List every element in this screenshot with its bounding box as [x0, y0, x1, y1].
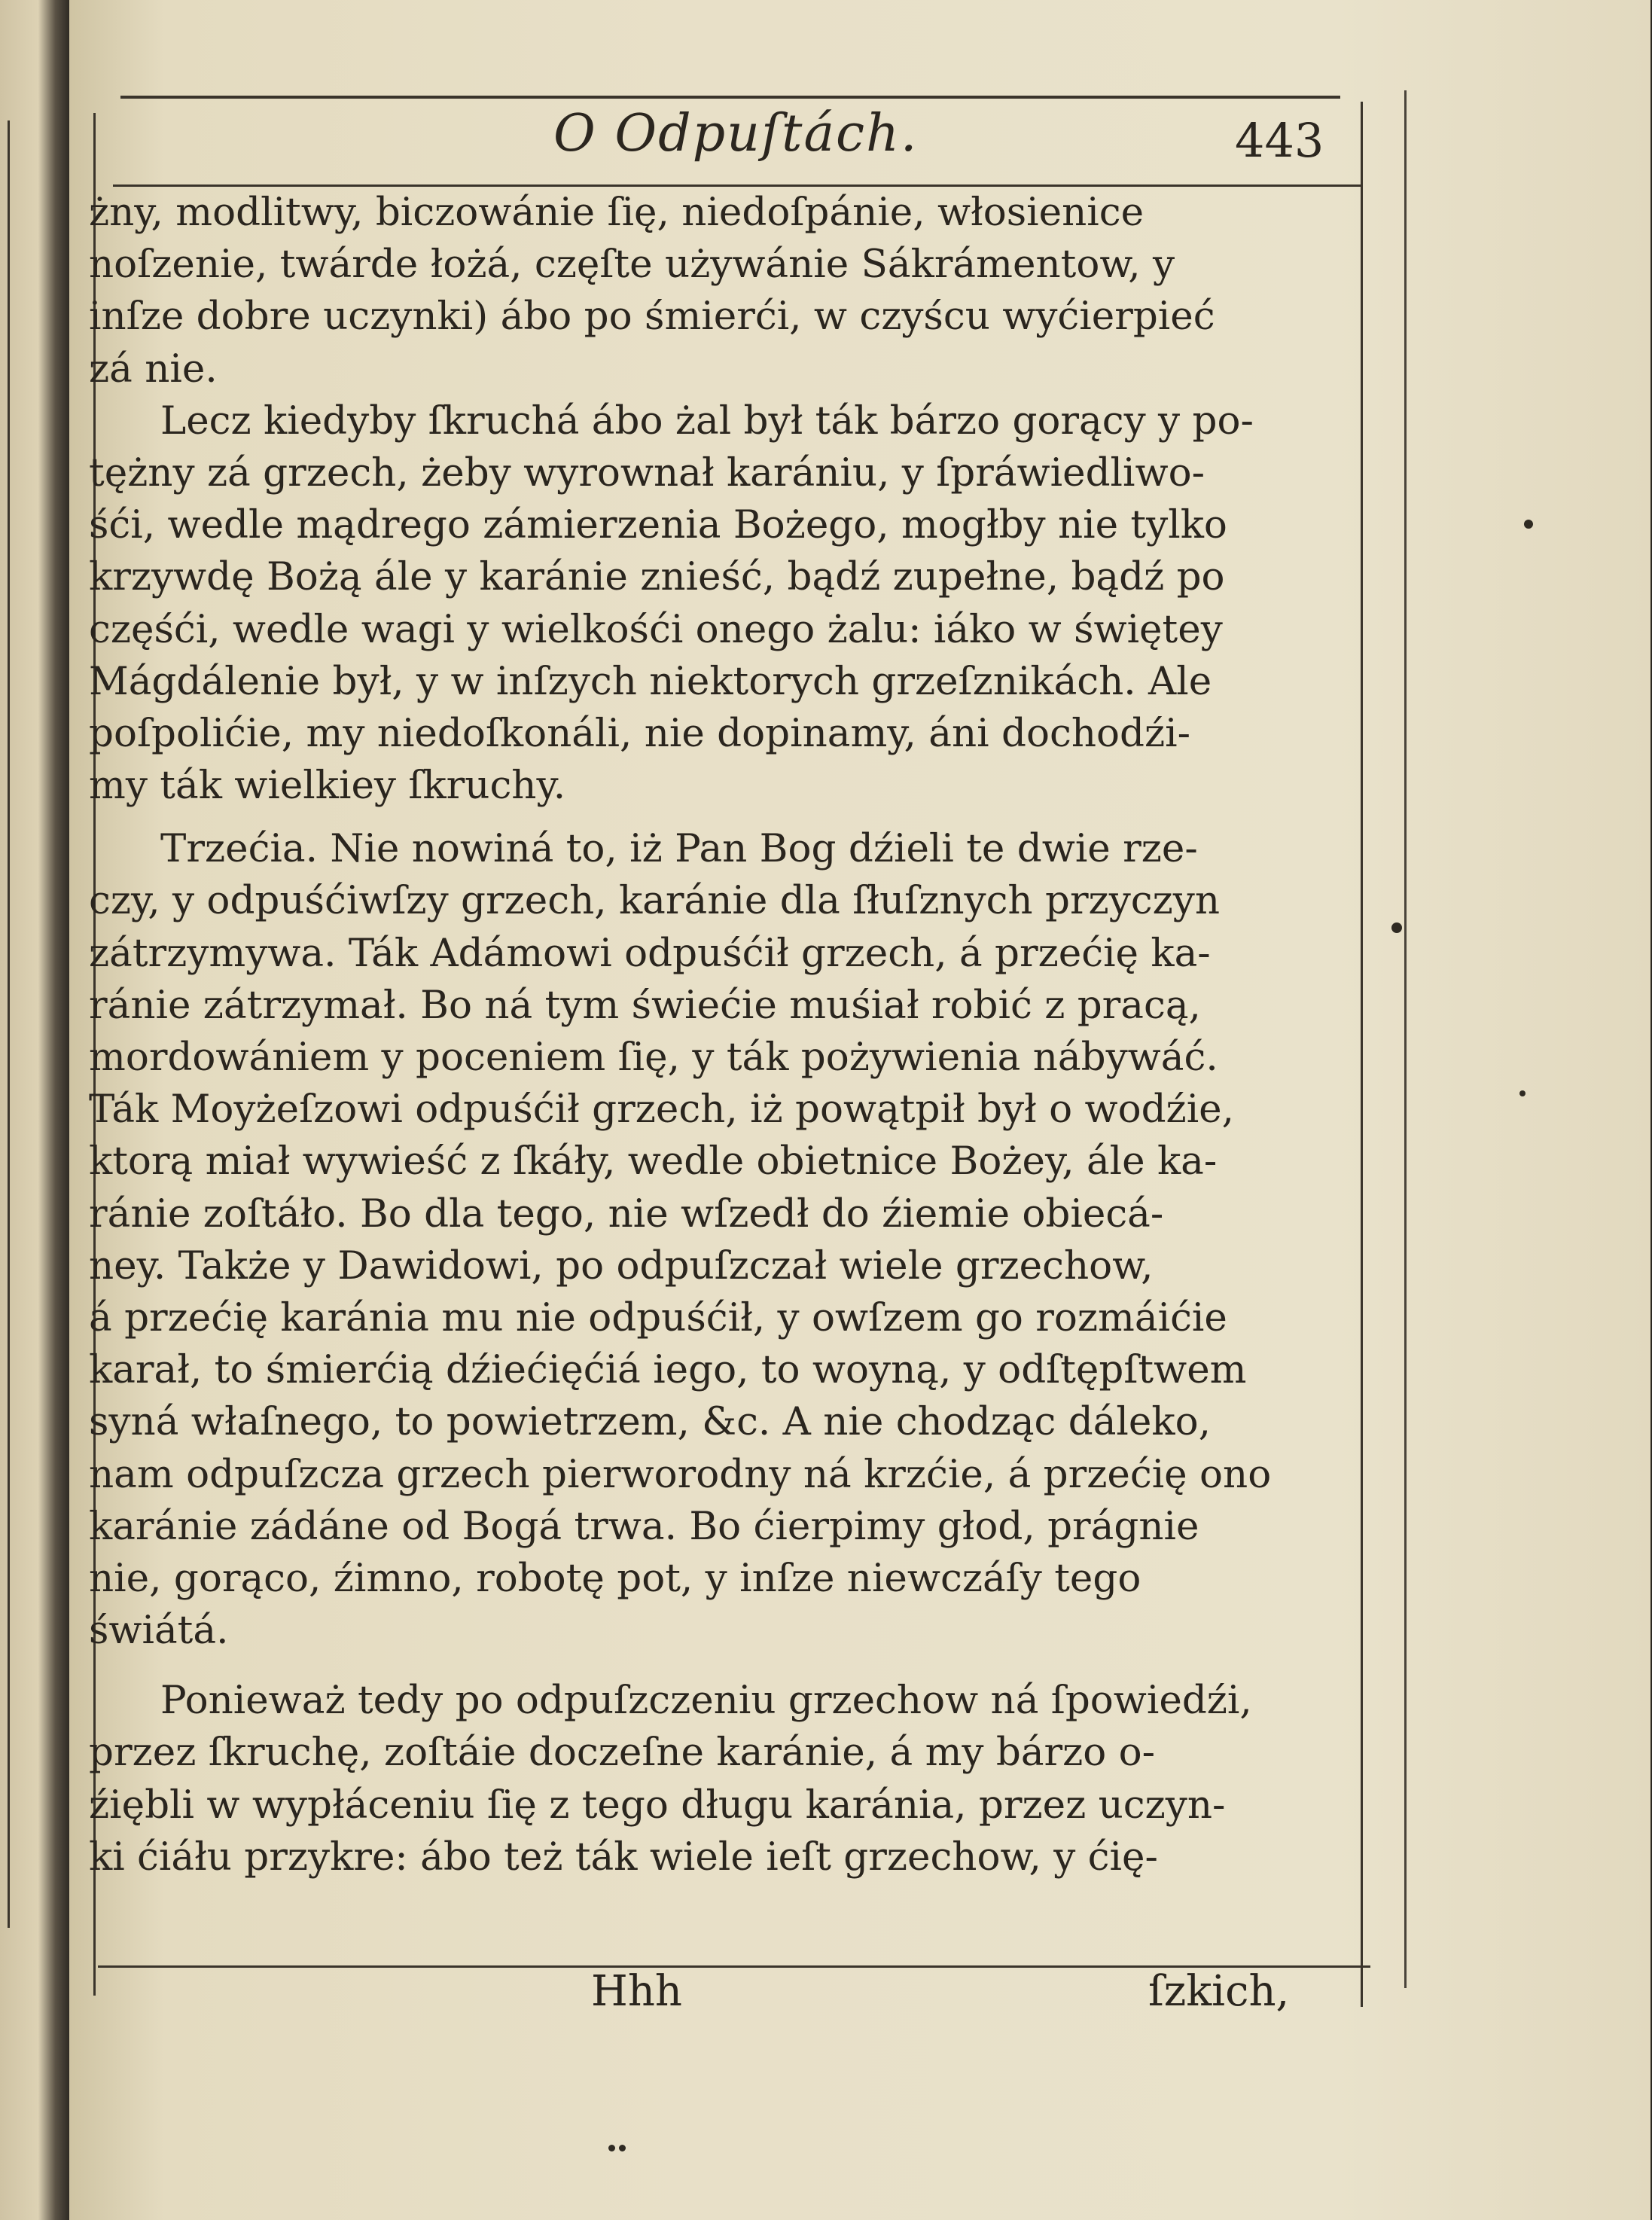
text-line: noſzenie, twárde łożá, częſte używánie Sákrámentow, y: [89, 242, 1175, 288]
text-line: inſze dobre uczynki) ábo po śmierći, w czyścu wyćierpieć: [89, 294, 1215, 340]
text-line: mordowániem y poceniem ſię, y ták pożywienia nábywáć.: [89, 1035, 1218, 1080]
text-line: karánie zádáne od Bogá trwa. Bo ćierpimy głod, prágnie: [89, 1503, 1199, 1549]
signature-mark: Hhh: [591, 1967, 682, 2016]
previous-page-edge: [0, 0, 69, 2220]
outer-right-frame-rule: [1404, 90, 1407, 1988]
text-line: ránie zoſtáło. Bo dla tego, nie wſzedł do źiemie obiecá-: [89, 1191, 1164, 1237]
text-line: ránie zátrzymał. Bo ná tym świećie muśiał robić z pracą,: [89, 982, 1201, 1028]
ink-speck: [608, 2145, 615, 2151]
text-line: ki ćiáłu przykre: ábo też ták wiele ieſt grzechow, y ćię-: [89, 1834, 1158, 1880]
ink-speck: [1524, 520, 1533, 529]
text-line: ktorą miał wywieść z ſkáły, wedle obietnice Bożey, ále ka-: [89, 1139, 1218, 1185]
text-line: czy, y odpuśćiwſzy grzech, karánie dla ſłuſznych przyczyn: [89, 878, 1221, 924]
text-line: zátrzymywa. Ták Adámowi odpuśćił grzech, á przećię ka-: [89, 930, 1211, 976]
text-line: á przećię karánia mu nie odpuśćił, y owſzem go rozmáićie: [89, 1294, 1227, 1340]
text-line: żny, modlitwy, biczowánie ſię, niedoſpánie, włosienice: [89, 190, 1145, 235]
previous-page-frame-line: [8, 120, 10, 1928]
paragraph-start-line: Ponieważ tedy po odpuſzczeniu grzechow ná ſpowiedźi,: [160, 1678, 1252, 1724]
ink-speck: [1519, 1090, 1526, 1096]
text-line: tężny zá grzech, żeby wyrownał karániu, y ſpráwiedliwo-: [89, 450, 1205, 496]
text-line: poſpolićie, my niedoſkonáli, nie dopinamy, áni dochodźi-: [89, 710, 1190, 756]
text-line: nie, gorąco, źimno, robotę pot, y inſze niewczáſy tego: [89, 1555, 1141, 1601]
text-line: karał, to śmierćią dźiećięćiá iego, to woyną, y odſtępſtwem: [89, 1347, 1247, 1393]
paragraph-start-line: Lecz kiedyby ſkruchá ábo żal był ták bárzo gorący y po-: [160, 398, 1254, 444]
text-line: zá nie.: [89, 346, 218, 392]
text-line: świátá.: [89, 1608, 229, 1654]
text-line: śći, wedle mądrego zámierzenia Bożego, mogłby nie tylko: [89, 502, 1227, 548]
paragraph-start-line: Trzećia. Nie nowiná to, iż Pan Bog dźieli te dwie rze-: [160, 826, 1198, 872]
running-title: O Odpuſtách.: [553, 104, 919, 163]
text-line: Ták Moyżeſzowi odpuśćił grzech, iż powątpił był o wodźie,: [89, 1087, 1235, 1133]
text-line: krzywdę Bożą ále y karánie znieść, bądź zupełne, bądź po: [89, 554, 1225, 600]
text-line: Mágdálenie był, y w inſzych niektorych grzeſznikách. Ale: [89, 658, 1212, 704]
text-line: źiębli w wypłáceniu ſię z tego długu karánia, przez uczyn-: [89, 1782, 1226, 1828]
page-number: 443: [1235, 113, 1324, 168]
text-line: syná właſnego, to powietrzem, &c. A nie chodząc dáleko,: [89, 1399, 1211, 1445]
body-text: [89, 187, 1361, 1883]
ink-speck: [1391, 922, 1402, 933]
text-line: my ták wielkiey ſkruchy.: [89, 763, 566, 809]
ink-speck: [619, 2145, 626, 2151]
text-line: ney. Także y Dawidowi, po odpuſzczał wiele grzechow,: [89, 1243, 1154, 1288]
text-line: częśći, wedle wagi y wielkośći onego żalu: iáko w świętey: [89, 606, 1223, 652]
text-line: nam odpuſzcza grzech pierworodny ná krzćie, á przećię ono: [89, 1451, 1272, 1497]
top-rule: [120, 96, 1340, 99]
text-line: przez ſkruchę, zoſtáie doczeſne karánie, á my bárzo o-: [89, 1730, 1156, 1776]
catchword: ſzkich,: [1148, 1967, 1290, 2016]
